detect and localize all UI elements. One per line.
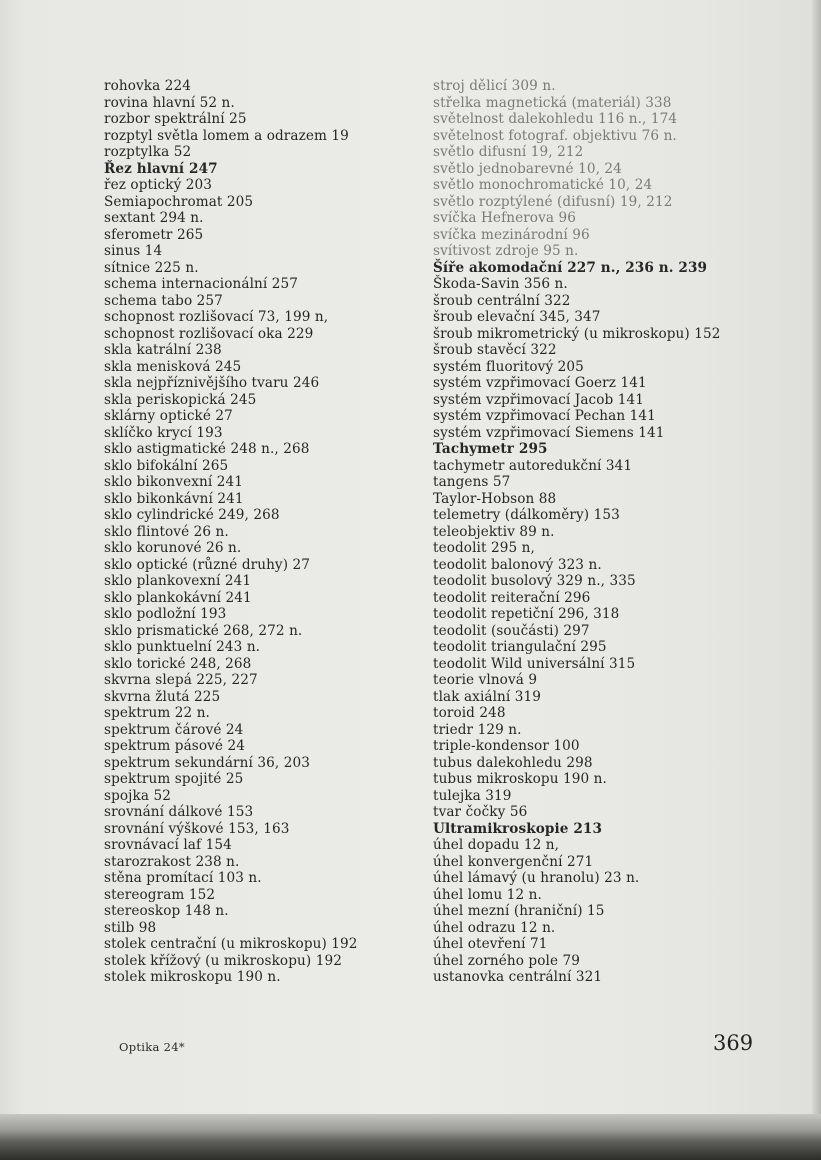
index-entry: sklíčko krycí 193: [104, 424, 223, 441]
index-entry: systém vzpřimovací Siemens 141: [433, 424, 665, 441]
index-entry: rozptyl světla lomem a odrazem 19: [104, 127, 349, 144]
index-entry: tachymetr autoredukční 341: [433, 457, 633, 474]
index-entry: sinus 14: [104, 243, 163, 259]
index-entry: sklo podložní 193: [104, 606, 227, 622]
index-entry: úhel dopadu 12 n,: [433, 837, 560, 853]
index-entry: rovina hlavní 52 n.: [104, 94, 235, 111]
index-entry: skla periskopická 245: [104, 391, 257, 408]
index-entry: teodolit (součásti) 297: [433, 622, 590, 639]
index-entry: sklo korunové 26 n.: [104, 540, 242, 556]
index-entry: úhel lámavý (u hranolu) 23 n.: [433, 870, 640, 886]
index-entry: světelnost dalekohledu 116 n., 174: [433, 111, 678, 127]
index-entry: sítnice 225 n.: [104, 259, 199, 276]
index-entry: teodolit balonový 323 n.: [433, 556, 602, 573]
index-entry: Tachymetr 295: [433, 441, 548, 457]
index-entry: teodolit reiterační 296: [433, 589, 591, 606]
index-entry: stolek centrační (u mikroskopu) 192: [104, 936, 358, 952]
index-entry: sklo optické (různé druhy) 27: [104, 556, 311, 573]
index-entry: toroid 248: [433, 705, 506, 721]
index-entry: spektrum čárové 24: [104, 721, 244, 738]
index-entry: světlo jednobarevné 10, 24: [433, 160, 622, 177]
index-entry: šroub centrální 322: [433, 292, 571, 309]
index-entry: starozrakost 238 n.: [104, 853, 240, 870]
index-entry: sklo punktuelní 243 n.: [104, 639, 261, 655]
index-entry: schema tabo 257: [104, 292, 223, 309]
index-entry: stereogram 152: [104, 886, 216, 903]
index-column-right: [433, 78, 778, 986]
index-entry: sklo bikonkávní 241: [104, 490, 244, 507]
index-entry: světlo difusní 19, 212: [433, 144, 584, 160]
index-entry: sklo flintové 26 n.: [104, 523, 229, 540]
index-entry: šroub elevační 345, 347: [433, 309, 601, 325]
index-entry: svíčka mezinárodní 96: [433, 226, 590, 243]
index-entry: telemetry (dálkoměry) 153: [433, 507, 620, 523]
index-entry: spektrum sekundární 36, 203: [104, 754, 310, 771]
index-entry: šroub stavěcí 322: [433, 342, 557, 358]
index-entry: Semiapochromat 205: [104, 193, 254, 210]
index-entry: sklo plankokávní 241: [104, 589, 252, 606]
index-entry: šroub mikrometrický (u mikroskopu) 152: [433, 325, 721, 342]
index-entry: Ultramikroskopie 213: [433, 820, 603, 837]
index-entry: systém fluoritový 205: [433, 358, 584, 375]
index-entry: sferometr 265: [104, 226, 204, 243]
index-entry: stolek mikroskopu 190 n.: [104, 969, 281, 985]
page-edge-right: [812, 0, 821, 1160]
index-entry: schema internacionální 257: [104, 276, 298, 292]
index-entry: stroj dělicí 309 n.: [433, 78, 556, 94]
index-entry: skla menisková 245: [104, 358, 242, 375]
index-entry: tubus dalekohledu 298: [433, 754, 593, 771]
index-entry: světelnost fotograf. objektivu 76 n.: [433, 127, 677, 144]
index-entry: spektrum spojité 25: [104, 771, 244, 787]
index-entry: skla katrální 238: [104, 342, 222, 358]
index-entry: spojka 52: [104, 787, 171, 804]
index-entry: Šíře akomodační 227 n., 236 n. 239: [433, 259, 708, 276]
index-entry: úhel zorného pole 79: [433, 952, 581, 969]
index-entry: světlo monochromatické 10, 24: [433, 177, 653, 193]
index-entry: tvar čočky 56: [433, 804, 528, 820]
index-entry: schopnost rozlišovací 73, 199 n,: [104, 309, 329, 325]
index-entry: rohovka 224: [104, 78, 192, 94]
index-entry: systém vzpřimovací Jacob 141: [433, 391, 645, 408]
index-entry: úhel otevření 71: [433, 936, 548, 952]
index-entry: teleobjektiv 89 n.: [433, 523, 555, 540]
index-entry: teodolit busolový 329 n., 335: [433, 573, 636, 589]
index-entry: světlo rozptýlené (difusní) 19, 212: [433, 193, 673, 210]
index-entry: svíčka Hefnerova 96: [433, 210, 576, 226]
index-entry: rozbor spektrální 25: [104, 111, 247, 127]
printer-signature: Optika 24*: [119, 1040, 185, 1054]
index-entry: sklo plankovexní 241: [104, 573, 252, 589]
index-entry: řez optický 203: [104, 177, 213, 193]
index-entry: tulejka 319: [433, 787, 512, 804]
index-entry: stilb 98: [104, 919, 157, 936]
index-entry: systém vzpřimovací Pechan 141: [433, 408, 656, 424]
index-entry: Řez hlavní 247: [104, 160, 218, 177]
index-entry: úhel odrazu 12 n.: [433, 919, 556, 936]
index-entry: sextant 294 n.: [104, 210, 204, 226]
index-entry: spektrum pásové 24: [104, 738, 245, 754]
index-entry: Škoda-Savin 356 n.: [433, 276, 568, 292]
index-entry: srovnávací laf 154: [104, 837, 232, 853]
index-entry: sklo bifokální 265: [104, 457, 229, 474]
index-entry: rozptylka 52: [104, 144, 192, 160]
index-entry: stereoskop 148 n.: [104, 903, 229, 919]
index-entry: systém vzpřimovací Goerz 141: [433, 375, 647, 391]
index-entry: triple-kondensor 100: [433, 738, 580, 754]
index-entry: skla nejpříznivějšího tvaru 246: [104, 375, 320, 391]
index-entry: skvrna slepá 225, 227: [104, 672, 258, 688]
index-column-left: [104, 78, 404, 986]
index-entry: triedr 129 n.: [433, 721, 522, 738]
index-entry: úhel konvergenční 271: [433, 853, 594, 870]
index-entry: sklo cylindrické 249, 268: [104, 507, 280, 523]
index-entry: teodolit 295 n,: [433, 540, 535, 556]
index-entry: teodolit triangulační 295: [433, 639, 607, 655]
page-edge-bottom: [0, 1114, 821, 1160]
index-entry: schopnost rozlišovací oka 229: [104, 325, 314, 342]
index-entry: svítivost zdroje 95 n.: [433, 243, 579, 259]
index-entry: teodolit repetiční 296, 318: [433, 606, 620, 622]
index-entry: sklo astigmatické 248 n., 268: [104, 441, 310, 457]
index-entry: spektrum 22 n.: [104, 705, 210, 721]
index-entry: stěna promítací 103 n.: [104, 870, 262, 886]
index-entry: úhel lomu 12 n.: [433, 886, 542, 903]
index-entry: srovnání dálkové 153: [104, 804, 254, 820]
index-entry: úhel mezní (hraniční) 15: [433, 903, 605, 919]
index-entry: tlak axiální 319: [433, 688, 542, 705]
index-entry: sklo torické 248, 268: [104, 655, 252, 672]
index-entry: teodolit Wild universální 315: [433, 655, 636, 672]
index-entry: sklo prismatické 268, 272 n.: [104, 622, 303, 639]
index-entry: sklo bikonvexní 241: [104, 474, 243, 490]
index-entry: sklárny optické 27: [104, 408, 233, 424]
index-entry: ustanovka centrální 321: [433, 969, 603, 985]
index-entry: stolek křížový (u mikroskopu) 192: [104, 952, 342, 969]
index-entry: Taylor-Hobson 88: [433, 490, 557, 507]
index-entry: srovnání výškové 153, 163: [104, 820, 290, 837]
index-entry: teorie vlnová 9: [433, 672, 538, 688]
index-entry: tangens 57: [433, 474, 511, 490]
index-entry: tubus mikroskopu 190 n.: [433, 771, 607, 787]
page-number: 369: [713, 1031, 754, 1055]
index-entry: skvrna žlutá 225: [104, 688, 221, 705]
index-entry: střelka magnetická (materiál) 338: [433, 94, 672, 111]
